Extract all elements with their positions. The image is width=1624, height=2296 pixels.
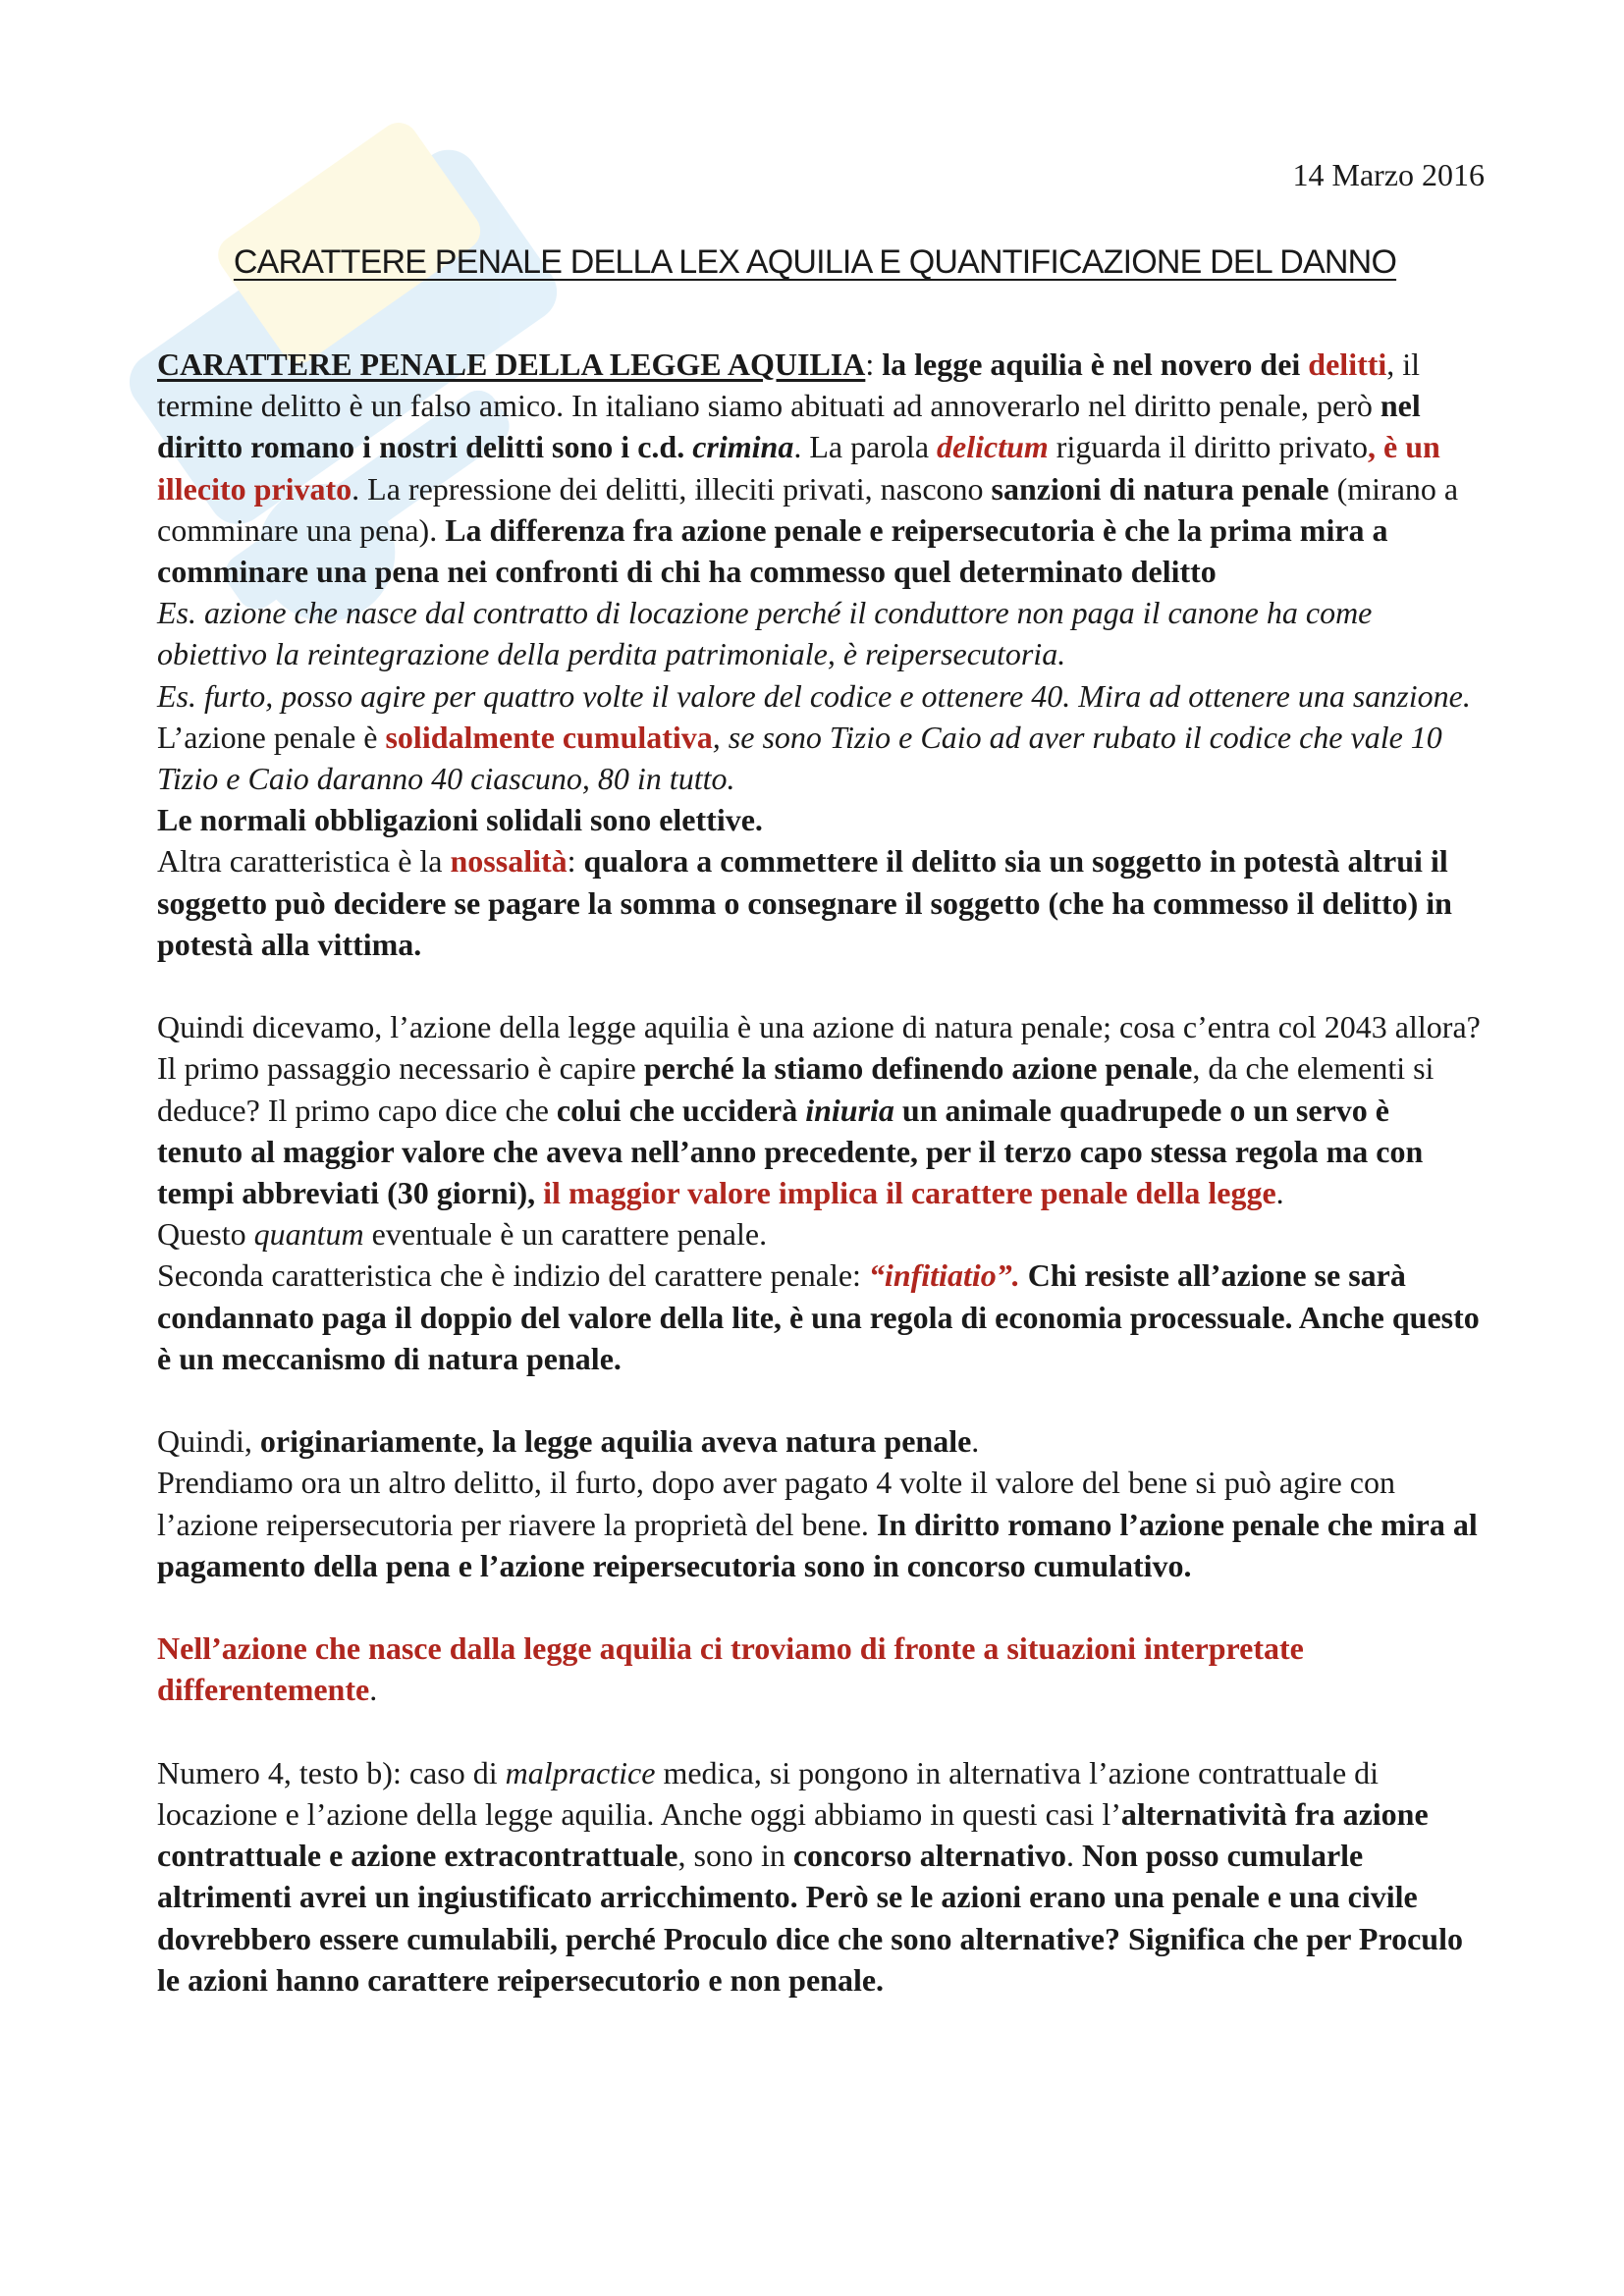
text-run: L’azione penale è [157,719,386,755]
bold-run: la legge aquilia è nel novero dei [882,347,1309,382]
text-run: Numero 4, testo b): caso di [157,1754,506,1790]
text-run: . [369,1672,378,1708]
text-run: , da che elementi si deduce? Il primo capo dice che [157,1050,1435,1128]
bold-run: originariamente, la legge aquilia aveva natura penale [259,1423,972,1460]
text-run: . [971,1423,980,1460]
text-run: : [567,843,584,880]
text-run: . La repressione dei delitti, illeciti privati, nascono [352,470,992,507]
bold-run: Le normali obbligazioni solidali sono elettive. [157,802,763,838]
bold-run: nel diritto romano i nostri delitti sono i c.d. [157,388,1421,465]
text-run: Il primo passaggio necessario è capire [157,1050,644,1087]
paragraph-originariamente [157,1420,1483,1462]
paragraph-quantum [157,1213,1483,1255]
bold-run: qualora a commettere il delitto sia un soggetto in potestà altrui il soggetto può decidere se pagare la somma o consegnare il soggetto (che ha commesso il delitto) in potestà alla vittima. [157,843,1452,962]
title-text: CARATTERE PENALE DELLA LEX AQUILIA E QUANTIFICAZIONE DEL DANNO [233,243,1397,281]
paragraph-gap [157,1711,1483,1752]
paragraph-nossalita [157,840,1483,965]
paragraph-furto [157,1462,1483,1586]
example-furto [157,675,1483,717]
text-run: eventuale è un carattere penale. [363,1216,768,1253]
document-title [157,236,1473,289]
paragraph-malpractice [157,1752,1483,2001]
paragraph-azione-penale [157,717,1483,799]
text-run: Altra caratteristica è la [157,843,451,880]
bold-italic-term: iniuria [805,1092,894,1128]
document-date: 14 Marzo 2016 [1292,157,1485,192]
document-body [157,344,1483,2001]
italic-term: malpractice [505,1754,656,1790]
paragraph-primo-passaggio [157,1047,1483,1213]
highlight-term: delictum [937,429,1049,465]
highlight-term: delitti [1308,347,1387,382]
text-run: Questo [157,1216,254,1253]
bold-run: sanzioni di natura penale [991,470,1329,507]
highlight-term: solidalmente cumulativa [385,719,713,755]
example-text: Es. azione che nasce dal contratto di locazione perché il conduttore non paga il canone ha come obiettivo la reintegrazione della perdita patrimoniale, è reipersecutoria. [157,595,1373,672]
italic-run: , se sono Tizio e Caio ad aver rubato il codice che vale 10 Tizio e Caio daranno 40 ciascuno, 80 in tutto. [157,719,1442,797]
highlight-term: “infitiatio”. [868,1257,1020,1294]
paragraph-obbligazioni [157,799,1483,840]
bold-run: Chi resiste all’azione se sarà condannato paga il doppio del valore della lite, è una regola di economia processuale. Anche questo è un meccanismo di natura penale. [157,1257,1480,1376]
paragraph-quindi-dicevamo: Quindi dicevamo, l’azione della legge aquilia è una azione di natura penale; cosa c’entra col 2043 allora? [157,1009,1481,1045]
highlight-term: , è un illecito privato [157,429,1440,507]
example-locazione [157,592,1483,674]
text-run: Seconda caratteristica che è indizio del carattere penale: [157,1257,869,1294]
bold-italic-term: crimina [692,429,794,465]
text-run: . [1065,1838,1082,1874]
paragraph-infitiatio [157,1255,1483,1379]
bold-run: perché la stiamo definendo azione penale [643,1050,1193,1087]
text-run: . [1275,1175,1284,1211]
text-run: : [865,347,883,382]
bold-run: In diritto romano l’azione penale che mira al pagamento della pena e l’azione reipersecutoria sono in concorso cumulativo. [157,1506,1478,1583]
highlight-term: Nell’azione che nasce dalla legge aquilia ci troviamo di fronte a situazioni interpretate differentemente [157,1630,1304,1708]
italic-term: quantum [253,1216,364,1253]
bold-run: concorso alternativo [792,1838,1066,1874]
bold-run: La differenza fra azione penale e reipersecutoria è che la prima mira a comminare una pena nei confronti di chi ha commesso quel determinato delitto [157,511,1388,590]
text-run: medica, si pongono in alternativa l’azione contrattuale di locazione e l’azione della legge aquilia. Anche oggi abbiamo in questi casi l’ [157,1754,1380,1833]
highlight-term: nossalità [450,843,568,880]
section-heading: CARATTERE PENALE DELLA LEGGE AQUILIA [157,347,866,382]
paragraph-interpretate [157,1628,1483,1710]
text-run: (mirano a comminare una pena). [157,470,1459,548]
paragraph-gap [157,1586,1483,1628]
paragraph-gap [157,1379,1483,1420]
text-run: . La parola [793,429,938,465]
text-run: riguarda il diritto privato [1048,429,1369,465]
paragraph-gap [157,965,1483,1006]
highlight-term: il maggior valore implica il carattere penale della legge [543,1175,1276,1211]
text-run: Quindi, [157,1423,260,1460]
text-run: , il termine delitto è un falso amico. In italiano siamo abituati ad annoverarlo nel diritto penale, però [157,347,1421,424]
paragraph-carattere-penale [157,344,1483,592]
bold-run: colui che ucciderà [556,1092,806,1128]
text-run: Prendiamo ora un altro delitto, il furto, dopo aver pagato 4 volte il valore del bene si può agire con l’azione reipersecutoria per riavere la proprietà del bene. [157,1465,1395,1542]
example-text: Es. furto, posso agire per quattro volte il valore del codice e ottenere 40. Mira ad ottenere una sanzione. [157,677,1471,714]
text-run: , sono in [677,1838,793,1874]
bold-run: alternatività fra azione contrattuale e azione extracontrattuale [157,1796,1429,1874]
bold-run: un animale quadrupede o un servo è tenuto al maggior valore che aveva nell’anno precedente, per il terzo capo stessa regola ma con tempi abbreviati (30 giorni), [157,1092,1424,1211]
bold-run: Non posso cumularle altrimenti avrei un ingiustificato arricchimento. Però se le azioni erano una penale e una civile dovrebbero essere cumulabili, perché Proculo dice che sono alternative? Significa che per Proculo le azioni hanno carattere reipersecutorio e non penale. [157,1838,1463,1998]
